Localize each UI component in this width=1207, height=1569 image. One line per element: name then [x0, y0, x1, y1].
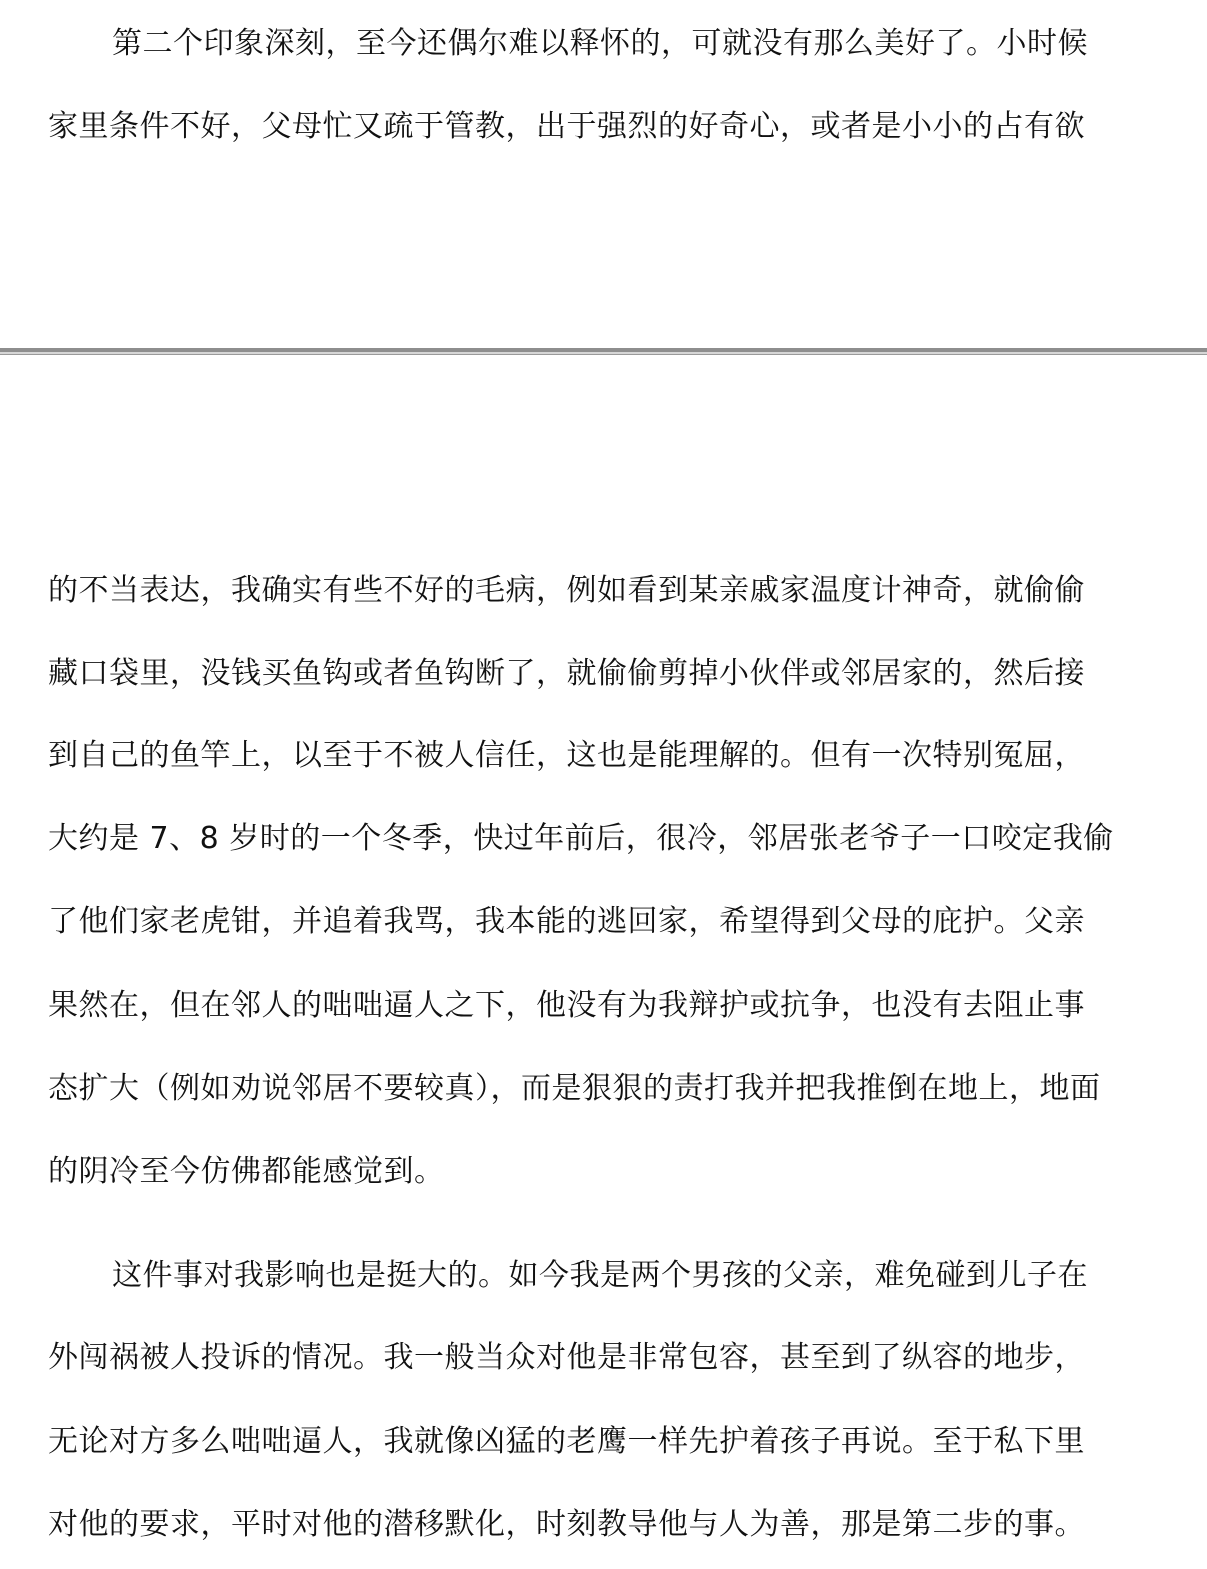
text-line: 到自己的鱼竿上，以至于不被人信任，这也是能理解的。但有一次特别冤屈，: [48, 738, 1085, 773]
text-line: 的阴冷至今仿佛都能感觉到。: [48, 1154, 445, 1189]
text-line: 这件事对我影响也是挺大的。如今我是两个男孩的父亲，难免碰到儿子在: [112, 1258, 1088, 1293]
document-page-bottom: [0, 358, 1207, 1569]
text-line: 了他们家老虎钳，并追着我骂，我本能的逃回家，希望得到父母的庇护。父亲: [48, 904, 1085, 939]
document-page-top: [0, 0, 1207, 348]
text-line: 藏口袋里，没钱买鱼钩或者鱼钩断了，就偷偷剪掉小伙伴或邻居家的，然后接: [48, 656, 1085, 691]
text-line: 大约是 7、8 岁时的一个冬季，快过年前后，很冷，邻居张老爷子一口咬定我偷: [48, 821, 1114, 856]
text-line: 对他的要求，平时对他的潜移默化，时刻教导他与人为善，那是第二步的事。: [48, 1507, 1085, 1542]
text-line: 的不当表达，我确实有些不好的毛病，例如看到某亲戚家温度计神奇，就偷偷: [48, 573, 1085, 608]
text-line: 果然在，但在邻人的咄咄逼人之下，他没有为我辩护或抗争，也没有去阻止事: [48, 988, 1085, 1023]
text-line: 第二个印象深刻，至今还偶尔难以释怀的，可就没有那么美好了。小时候: [112, 26, 1088, 61]
text-line: 外闯祸被人投诉的情况。我一般当众对他是非常包容，甚至到了纵容的地步，: [48, 1340, 1085, 1375]
text-line: 态扩大（例如劝说邻居不要较真），而是狠狠的责打我并把我推倒在地上，地面: [48, 1071, 1101, 1106]
text-line: 无论对方多么咄咄逼人，我就像凶猛的老鹰一样先护着孩子再说。至于私下里: [48, 1424, 1085, 1459]
page-break-divider: [0, 348, 1207, 358]
text-line: 家里条件不好，父母忙又疏于管教，出于强烈的好奇心，或者是小小的占有欲: [48, 109, 1085, 144]
